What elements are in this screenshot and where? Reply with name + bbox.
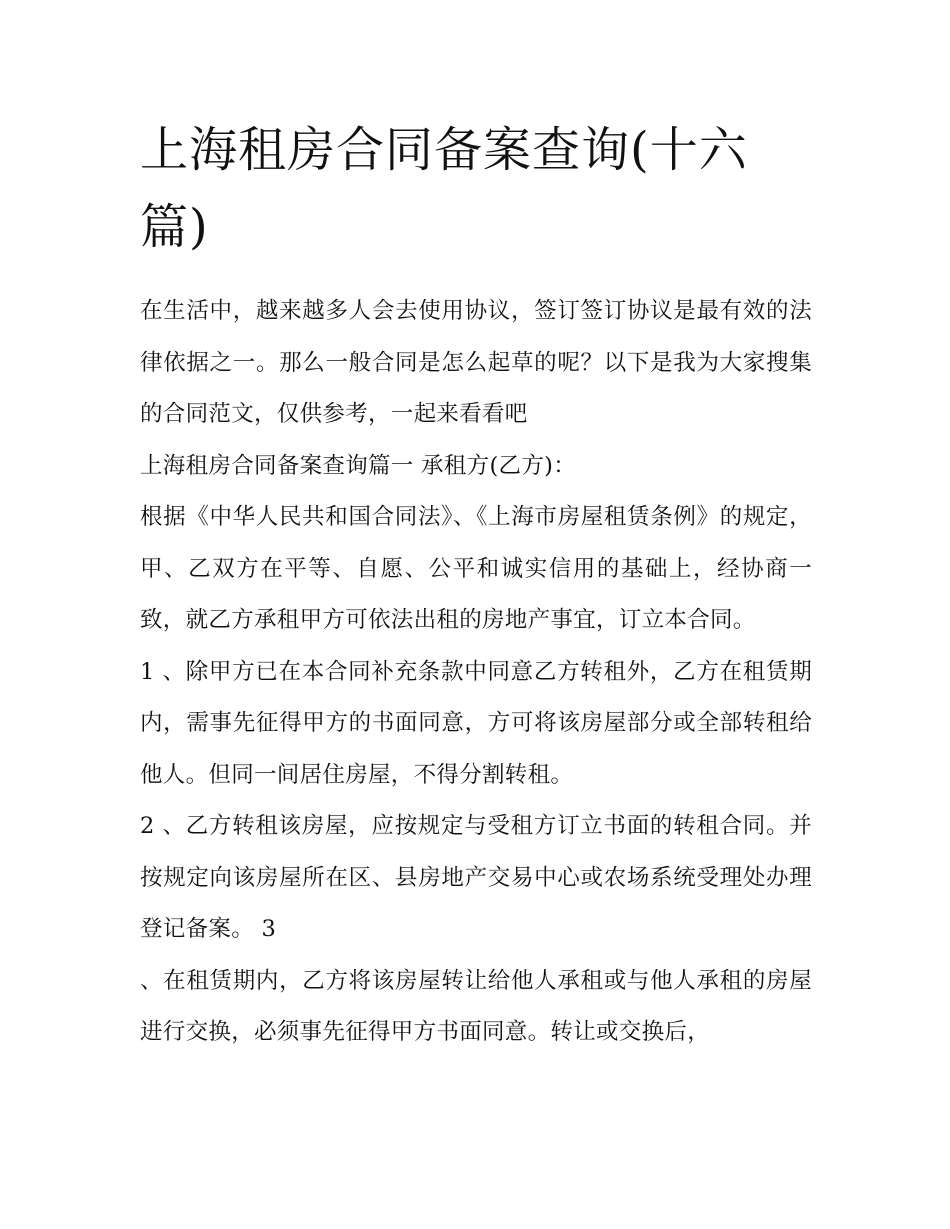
paragraph-section-heading: 上海租房合同备案查询篇一 承租方(乙方)： <box>140 452 577 479</box>
document-title: 上海租房合同备案查询(十六篇) <box>140 122 748 255</box>
paragraph-clause-3: 、在租赁期内，乙方将该房屋转让给他人承租或与他人承租的房屋进行交换，必须事先征得甲方书面同意。转让或交换后， <box>140 967 812 1045</box>
paragraph-clause-1: 1 、除甲方已在本合同补充条款中同意乙方转租外，乙方在租赁期内，需事先征得甲方的书面同意，方可将该房屋部分或全部转租给他人。但同一间居住房屋，不得分割转租。 <box>140 658 812 788</box>
document-page <box>140 112 812 1059</box>
paragraph-intro: 在生活中，越来越多人会去使用协议，签订签订协议是最有效的法律依据之一。那么一般合同是怎么起草的呢？以下是我为大家搜集的合同范文，仅供参考，一起来看看吧 <box>140 298 812 427</box>
paragraph-clause-2: 2 、乙方转租该房屋，应按规定与受租方订立书面的转租合同。并按规定向该房屋所在区、县房地产交易中心或农场系统受理处办理登记备案。 3 <box>140 813 812 942</box>
paragraph-preamble: 根据《中华人民共和国合同法》、《上海市房屋租赁条例》的规定，甲、乙双方在平等、自愿、公平和诚实信用的基础上，经协商一致，就乙方承租甲方可依法出租的房地产事宜，订立本合同。 <box>140 504 812 633</box>
